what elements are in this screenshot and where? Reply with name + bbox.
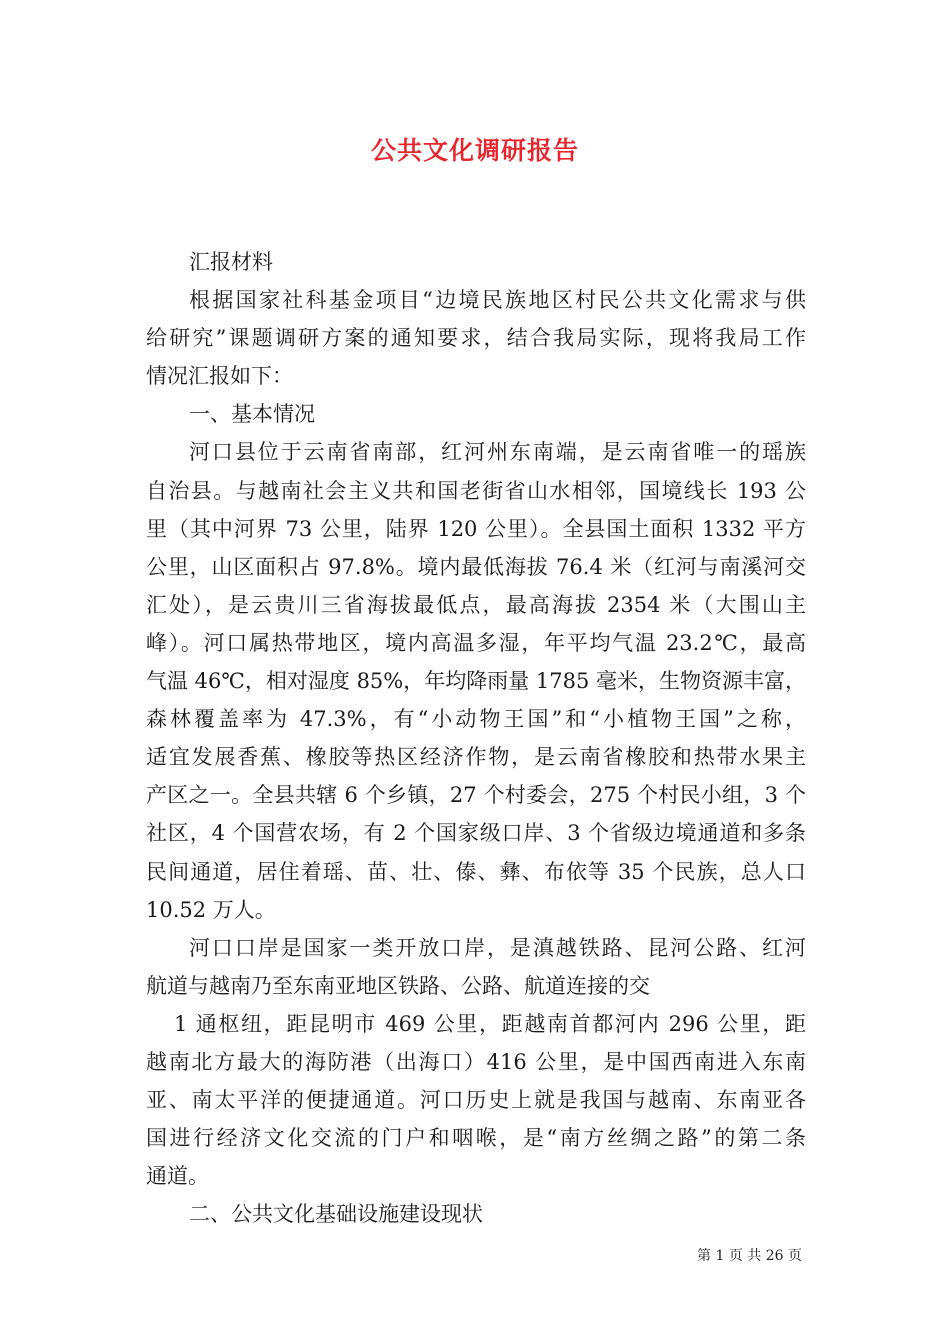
paragraph-line: 情况汇报如下： — [146, 364, 293, 389]
paragraph-line: 里（其中河界 73 公里，陆界 120 公里）。全县国土面积 1332 平方 — [146, 516, 806, 541]
paragraph-line: 峰）。河口属热带地区，境内高温多湿，年平均气温 23.2℃，最高 — [146, 630, 806, 655]
paragraph-line: 航道与越南乃至东南亚地区铁路、公路、航道连接的交 — [146, 973, 650, 998]
paragraph-line: 社区，4 个国营农场，有 2 个国家级口岸、3 个省级边境通道和多条 — [146, 821, 806, 846]
paragraph-line: 气温 46℃，相对湿度 85%，年均降雨量 1785 毫米，生物资源丰富， — [146, 669, 807, 694]
paragraph-line: 1 通枢纽，距昆明市 469 公里，距越南首都河内 296 公里，距 — [174, 1011, 806, 1036]
paragraph-line: 森林覆盖率为 47.3%，有“小动物王国”和“小植物王国”之称， — [146, 707, 806, 732]
paragraph-line: 河口口岸是国家一类开放口岸，是滇越铁路、昆河公路、红河 — [189, 935, 806, 960]
paragraph-line: 产区之一。全县共辖 6 个乡镇，27 个村委会，275 个村民小组，3 个 — [146, 783, 806, 808]
document-body — [146, 243, 806, 1233]
paragraph-line: 根据国家社科基金项目“边境民族地区村民公共文化需求与供 — [189, 288, 806, 313]
paragraph-line: 给研究”课题调研方案的通知要求，结合我局实际，现将我局工作 — [146, 326, 806, 351]
paragraph-line: 民间通道，居住着瑶、苗、壮、傣、彝、布依等 35 个民族，总人口 — [146, 859, 806, 884]
section-heading: 二、公共文化基础设施建设现状 — [189, 1202, 483, 1227]
paragraph-line: 通道。 — [146, 1164, 209, 1189]
paragraph-line: 越南北方最大的海防港（出海口）416 公里，是中国西南进入东南 — [146, 1049, 806, 1074]
paragraph-line: 公里，山区面积占 97.8%。境内最低海拔 76.4 米（红河与南溪河交 — [146, 554, 806, 579]
paragraph-line: 河口县位于云南省南部，红河州东南端，是云南省唯一的瑶族 — [189, 440, 806, 465]
paragraph-line: 自治县。与越南社会主义共和国老街省山水相邻，国境线长 193 公 — [146, 478, 806, 503]
paragraph-line: 国进行经济文化交流的门户和咽喉，是“南方丝绸之路”的第二条 — [146, 1126, 806, 1151]
paragraph-line: 10.52 万人。 — [146, 897, 276, 922]
paragraph-line: 汇报材料 — [189, 250, 273, 274]
page-title: 公共文化调研报告 — [370, 136, 579, 165]
page-number-footer: 第 1 页 共 26 页 — [697, 1248, 802, 1264]
section-heading: 一、基本情况 — [189, 402, 315, 427]
paragraph-line: 适宜发展香蕉、橡胶等热区经济作物，是云南省橡胶和热带水果主 — [146, 745, 806, 770]
paragraph-line: 亚、南太平洋的便捷通道。河口历史上就是我国与越南、东南亚各 — [146, 1088, 806, 1113]
paragraph-line: 汇处），是云贵川三省海拔最低点，最高海拔 2354 米（大围山主 — [146, 592, 806, 617]
